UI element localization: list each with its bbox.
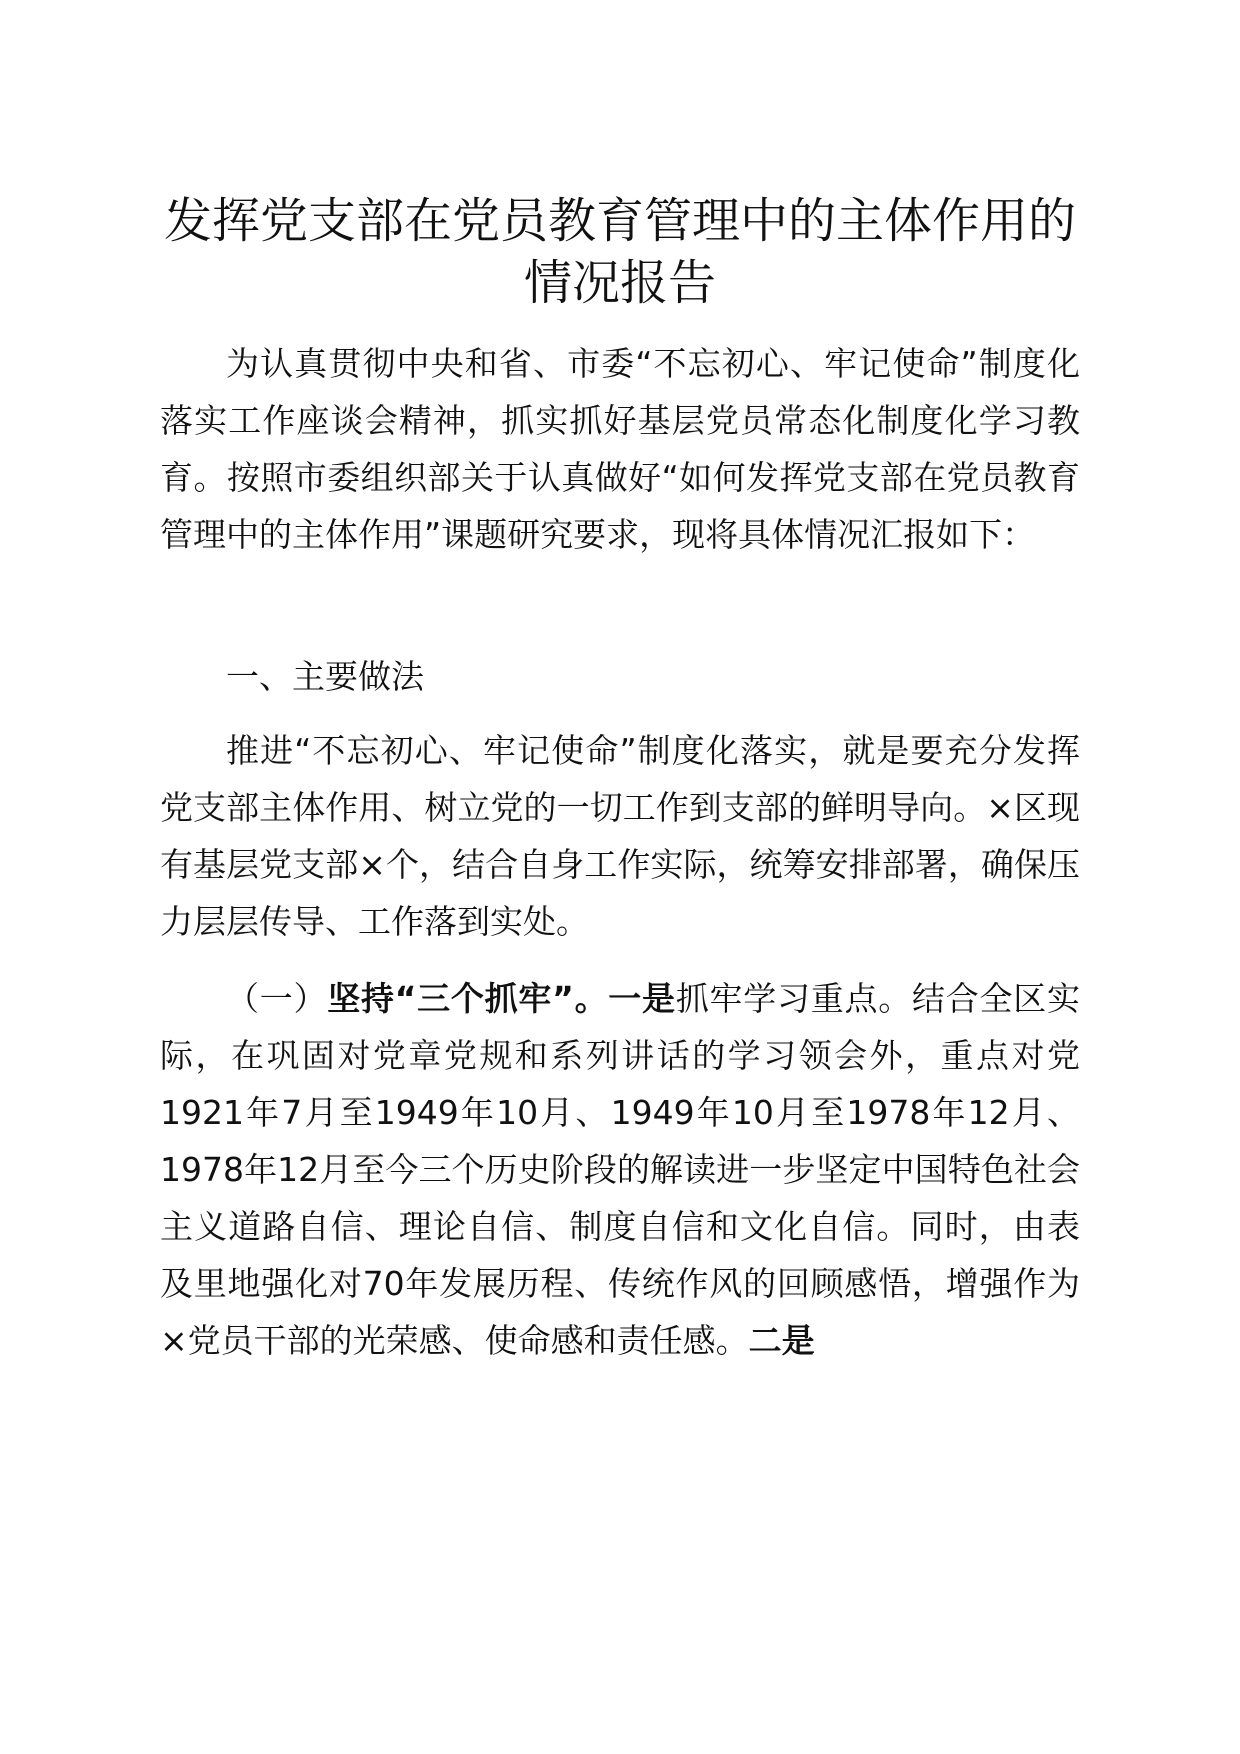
section-heading: 一、主要做法 (226, 657, 424, 696)
document-title: 发挥党支部在党员教育管理中的主体作用的情况报告 (163, 193, 1076, 311)
bold-heading-next: 二是 (748, 1321, 815, 1360)
list-prefix: （一） (226, 979, 328, 1018)
body-paragraph-detail (160, 970, 1080, 1369)
bold-heading: 坚持“三个抓牢”。一是 (327, 979, 676, 1018)
intro-paragraph: 为认真贯彻中央和省、市委“不忘初心、牢记使命”制度化落实工作座谈会精神，抓实抓好基层党员常态化制度化学习教育。按照市委组织部关于认真做好“如何发挥党支部在党员教育管理中的主体作用”课题研究要求，现将具体情况汇报如下： (160, 344, 1080, 554)
paragraph-text: 抓牢学习重点。结合全区实际，在巩固对党章党规和系列讲话的学习领会外，重点对党1921年7月至1949年10月、1949年10月至1978年12月、1978年12月至今三个历史阶段的解读进一步坚定中国特色社会主义道路自信、理论自信、制度自信和文化自信。同时，由表及里地强化对70年发展历程、传统作风的回顾感悟，增强作为×党员干部的光荣感、使命感和责任感。 (160, 979, 1081, 1360)
body-paragraph: 推进“不忘初心、牢记使命”制度化落实，就是要充分发挥党支部主体作用、树立党的一切工作到支部的鲜明导向。×区现有基层党支部×个，结合自身工作实际，统筹安排部署，确保压力层层传导、工作落到实处。 (160, 731, 1080, 941)
